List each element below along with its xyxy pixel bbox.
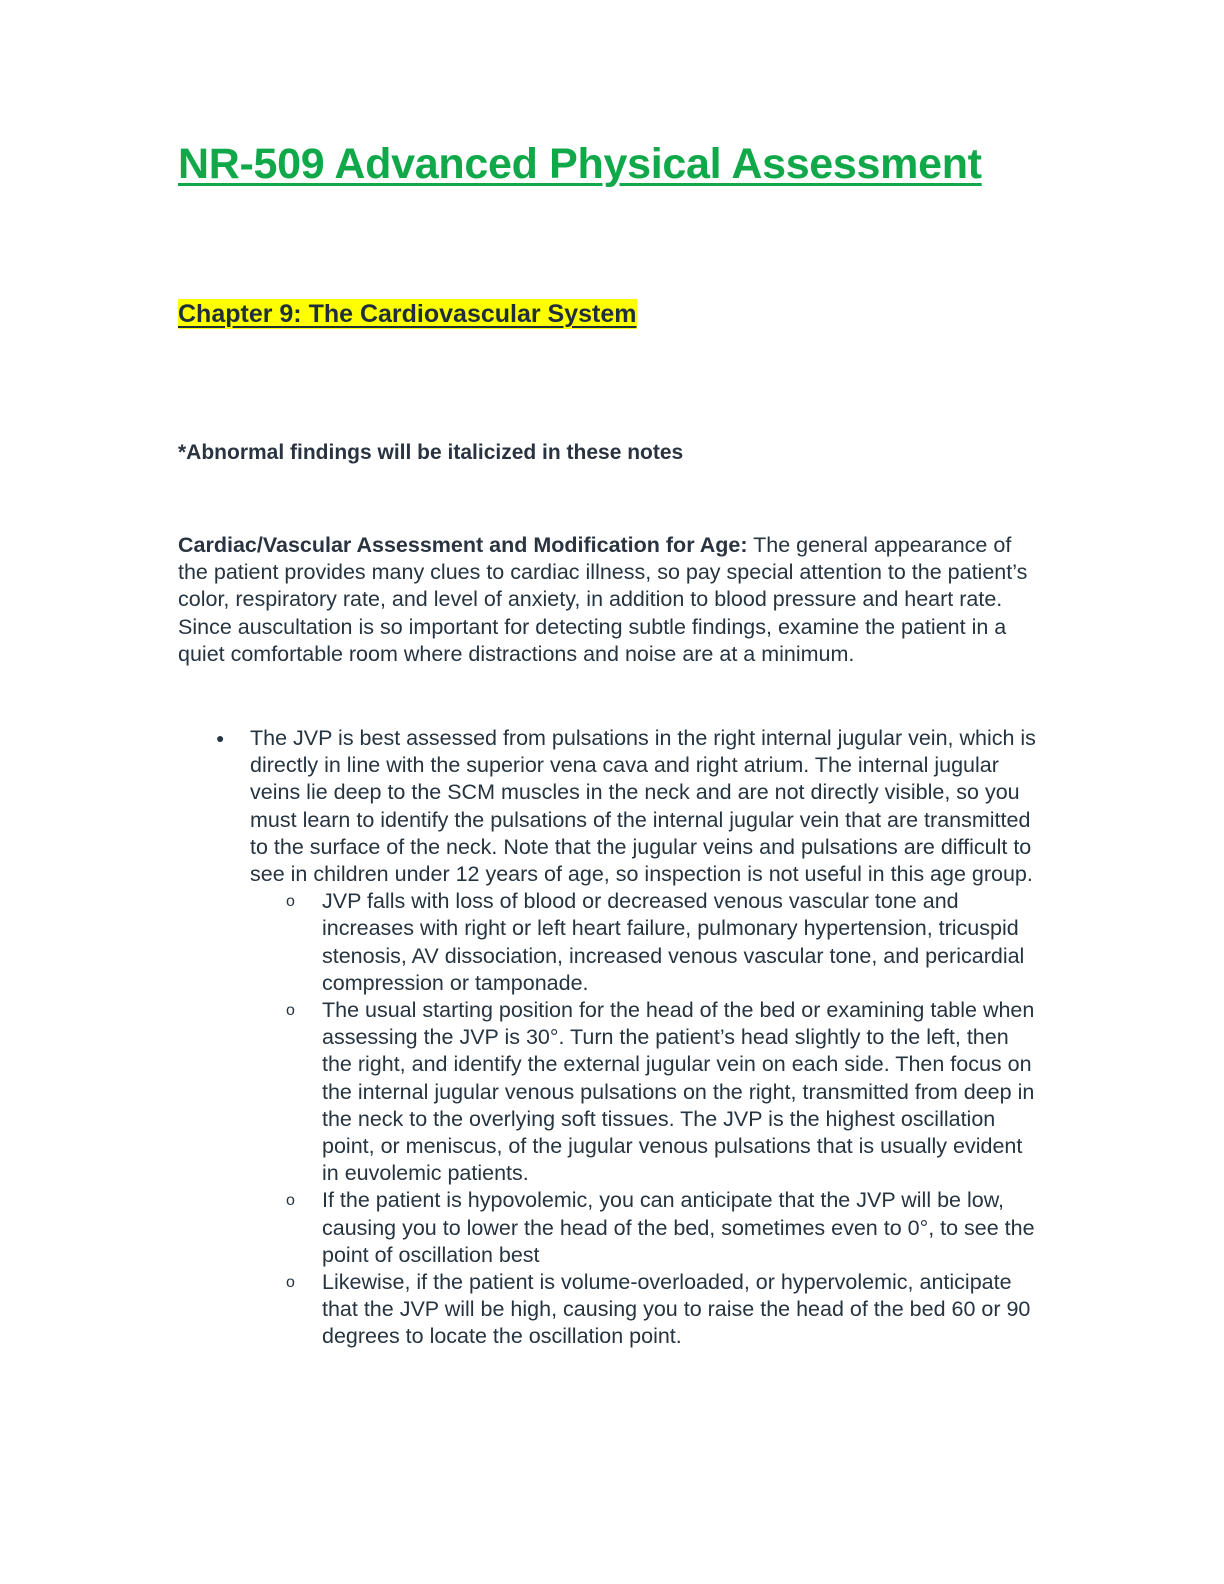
sub-bullet-marker: o <box>286 893 295 911</box>
sub-bullet-text: JVP falls with loss of blood or decreased venous vascular tone and increases with right or left heart failure, pulmonary hypertension, tricuspid stenosis, AV dissociation, increased venous vascular tone, and pericardial compression or tamponade. <box>322 889 1025 995</box>
sub-bullet-item <box>286 1269 1042 1351</box>
chapter-heading-text: Chapter 9: The Cardiovascular System <box>178 300 637 328</box>
sub-bullet-list <box>286 888 1042 1350</box>
document-title: NR-509 Advanced Physical Assessment <box>178 140 982 188</box>
intro-paragraph <box>178 532 1038 668</box>
sub-bullet-marker: o <box>286 1192 295 1210</box>
sub-bullet-item <box>286 997 1042 1187</box>
bullet-list <box>216 725 1040 1351</box>
sub-bullet-marker: o <box>286 1002 295 1020</box>
sub-bullet-item <box>286 888 1042 997</box>
bullet-item <box>216 725 1040 1351</box>
sub-bullet-text: The usual starting position for the head of the bed or examining table when assessing the JVP is 30°. Turn the patient’s head slightly to the left, then the right, and identify the external jugular vein on each side. Then focus on the internal jugular venous pulsations on the right, transmitted from deep in the neck to the overlying soft tissues. The JVP is the highest oscillation point, or meniscus, of the jugular venous pulsations that is usually evident in euvolemic patients. <box>322 998 1035 1186</box>
sub-bullet-item <box>286 1187 1042 1269</box>
bullet-text: The JVP is best assessed from pulsations in the right internal jugular vein, which is directly in line with the superior vena cava and right atrium. The internal jugular veins lie deep to the SCM muscles in the neck and are not directly visible, so you must learn to identify the pulsations of the internal jugular vein that are transmitted to the surface of the neck. Note that the jugular veins and pulsations are difficult to see in children under 12 years of age, so inspection is not useful in this age group. <box>250 726 1036 887</box>
intro-heading: Cardiac/Vascular Assessment and Modification for Age: <box>178 533 748 557</box>
sub-bullet-text: Likewise, if the patient is volume-overloaded, or hypervolemic, anticipate that the JVP will be high, causing you to raise the head of the bed 60 or 90 degrees to locate the oscillation point. <box>322 1270 1031 1349</box>
chapter-heading <box>178 300 637 329</box>
abnormal-findings-note: *Abnormal findings will be italicized in these notes <box>178 441 684 464</box>
sub-bullet-marker: o <box>286 1274 295 1292</box>
bullet-marker: ● <box>216 730 225 746</box>
sub-bullet-text: If the patient is hypovolemic, you can anticipate that the JVP will be low, causing you to lower the head of the bed, sometimes even to 0°, to see the point of oscillation best <box>322 1188 1035 1267</box>
intro-text: The general appearance of the patient provides many clues to cardiac illness, so pay special attention to the patient’s color, respiratory rate, and level of anxiety, in addition to blood pressure and heart rate. Since auscultation is so important for detecting subtle findings, examine the patient in a quiet comfortable room where distractions and noise are at a minimum. <box>178 533 1028 666</box>
